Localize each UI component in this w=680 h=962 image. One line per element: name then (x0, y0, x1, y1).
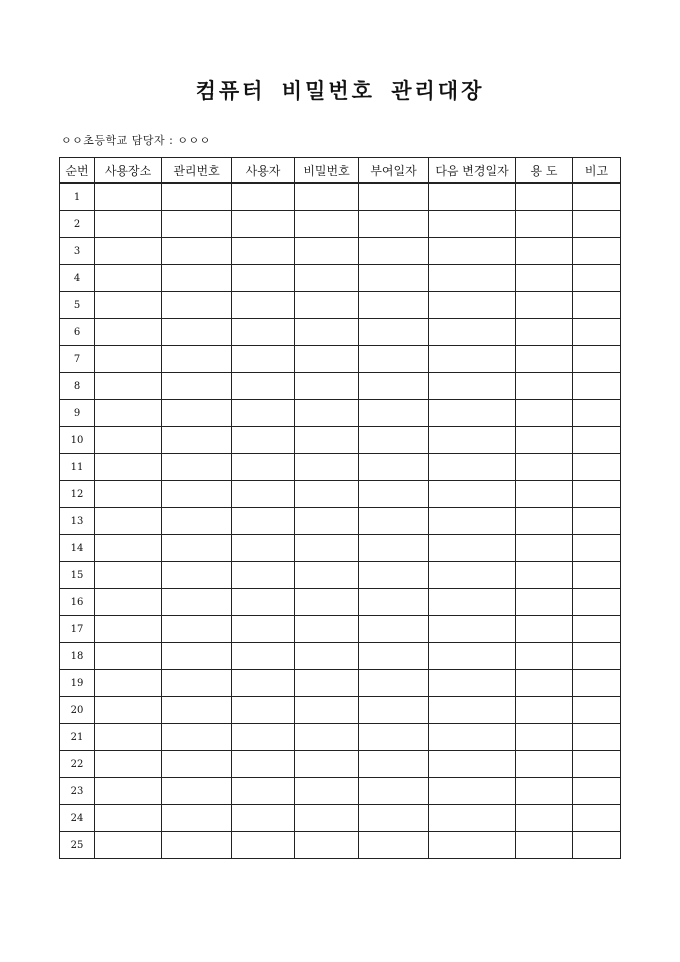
remarks-cell[interactable] (573, 427, 621, 454)
purpose-cell[interactable] (516, 751, 573, 778)
user-cell[interactable] (232, 643, 295, 670)
mgmt-no-cell[interactable] (162, 535, 232, 562)
user-cell[interactable] (232, 724, 295, 751)
table-row (60, 427, 621, 454)
password-cell[interactable] (295, 589, 359, 616)
row-number: 15 (60, 562, 95, 589)
remarks-cell[interactable] (573, 373, 621, 400)
location-cell[interactable] (95, 751, 162, 778)
password-cell[interactable] (295, 751, 359, 778)
mgmt-no-cell[interactable] (162, 319, 232, 346)
table-row (60, 616, 621, 643)
password-cell[interactable] (295, 778, 359, 805)
mgmt-no-cell[interactable] (162, 697, 232, 724)
mgmt-no-cell[interactable] (162, 238, 232, 265)
mgmt-no-cell[interactable] (162, 211, 232, 238)
user-cell[interactable] (232, 427, 295, 454)
next-change-date-cell[interactable] (429, 319, 516, 346)
next-change-date-cell[interactable] (429, 481, 516, 508)
remarks-cell[interactable] (573, 751, 621, 778)
row-number: 13 (60, 508, 95, 535)
next-change-date-cell[interactable] (429, 751, 516, 778)
header-row (60, 158, 621, 184)
location-cell[interactable] (95, 346, 162, 373)
password-cell[interactable] (295, 724, 359, 751)
location-cell[interactable] (95, 589, 162, 616)
issue-date-cell[interactable] (359, 427, 429, 454)
password-cell[interactable] (295, 535, 359, 562)
purpose-cell[interactable] (516, 211, 573, 238)
mgmt-no-cell[interactable] (162, 508, 232, 535)
user-cell[interactable] (232, 400, 295, 427)
row-number: 16 (60, 589, 95, 616)
table-row (60, 481, 621, 508)
row-number: 6 (60, 319, 95, 346)
mgmt-no-cell[interactable] (162, 481, 232, 508)
remarks-cell[interactable] (573, 778, 621, 805)
password-cell[interactable] (295, 373, 359, 400)
purpose-cell[interactable] (516, 643, 573, 670)
next-change-date-cell[interactable] (429, 346, 516, 373)
next-change-date-cell[interactable] (429, 832, 516, 859)
password-cell[interactable] (295, 832, 359, 859)
password-cell[interactable] (295, 211, 359, 238)
mgmt-no-cell[interactable] (162, 805, 232, 832)
purpose-cell[interactable] (516, 589, 573, 616)
user-cell[interactable] (232, 508, 295, 535)
remarks-cell[interactable] (573, 832, 621, 859)
table-row (60, 454, 621, 481)
mgmt-no-cell[interactable] (162, 400, 232, 427)
mgmt-no-cell[interactable] (162, 346, 232, 373)
location-cell[interactable] (95, 778, 162, 805)
issue-date-cell[interactable] (359, 724, 429, 751)
purpose-cell[interactable] (516, 508, 573, 535)
remarks-cell[interactable] (573, 481, 621, 508)
issue-date-cell[interactable] (359, 616, 429, 643)
purpose-cell[interactable] (516, 373, 573, 400)
user-cell[interactable] (232, 183, 295, 211)
next-change-date-cell[interactable] (429, 400, 516, 427)
row-number: 20 (60, 697, 95, 724)
next-change-date-cell[interactable] (429, 535, 516, 562)
row-number: 19 (60, 670, 95, 697)
next-change-date-cell[interactable] (429, 778, 516, 805)
issue-date-cell[interactable] (359, 346, 429, 373)
purpose-cell[interactable] (516, 616, 573, 643)
issue-date-cell[interactable] (359, 508, 429, 535)
table-row (60, 238, 621, 265)
remarks-cell[interactable] (573, 265, 621, 292)
location-cell[interactable] (95, 400, 162, 427)
next-change-date-cell[interactable] (429, 724, 516, 751)
remarks-cell[interactable] (573, 670, 621, 697)
table-row (60, 805, 621, 832)
purpose-cell[interactable] (516, 238, 573, 265)
mgmt-no-cell[interactable] (162, 292, 232, 319)
table-row (60, 751, 621, 778)
table-row (60, 319, 621, 346)
col-header-user: 사용자 (232, 158, 295, 184)
password-cell[interactable] (295, 670, 359, 697)
user-cell[interactable] (232, 832, 295, 859)
user-cell[interactable] (232, 778, 295, 805)
location-cell[interactable] (95, 238, 162, 265)
mgmt-no-cell[interactable] (162, 454, 232, 481)
issue-date-cell[interactable] (359, 238, 429, 265)
purpose-cell[interactable] (516, 400, 573, 427)
issue-date-cell[interactable] (359, 319, 429, 346)
purpose-cell[interactable] (516, 805, 573, 832)
col-header-purpose: 용 도 (516, 158, 573, 184)
purpose-cell[interactable] (516, 535, 573, 562)
issue-date-cell[interactable] (359, 751, 429, 778)
password-cell[interactable] (295, 481, 359, 508)
row-number: 21 (60, 724, 95, 751)
table-row (60, 373, 621, 400)
remarks-cell[interactable] (573, 589, 621, 616)
password-cell[interactable] (295, 427, 359, 454)
next-change-date-cell[interactable] (429, 697, 516, 724)
issue-date-cell[interactable] (359, 670, 429, 697)
col-header-mgmt-no: 관리번호 (162, 158, 232, 184)
password-ledger-table (59, 157, 621, 859)
row-number: 25 (60, 832, 95, 859)
user-cell[interactable] (232, 265, 295, 292)
remarks-cell[interactable] (573, 454, 621, 481)
location-cell[interactable] (95, 265, 162, 292)
location-cell[interactable] (95, 373, 162, 400)
table-row (60, 670, 621, 697)
purpose-cell[interactable] (516, 292, 573, 319)
password-cell[interactable] (295, 346, 359, 373)
location-cell[interactable] (95, 427, 162, 454)
mgmt-no-cell[interactable] (162, 778, 232, 805)
table-row (60, 535, 621, 562)
purpose-cell[interactable] (516, 697, 573, 724)
table-row (60, 211, 621, 238)
table-row (60, 346, 621, 373)
issue-date-cell[interactable] (359, 832, 429, 859)
issue-date-cell[interactable] (359, 643, 429, 670)
location-cell[interactable] (95, 670, 162, 697)
col-header-issue-date: 부여일자 (359, 158, 429, 184)
mgmt-no-cell[interactable] (162, 616, 232, 643)
location-cell[interactable] (95, 562, 162, 589)
remarks-cell[interactable] (573, 292, 621, 319)
table-row (60, 697, 621, 724)
password-cell[interactable] (295, 292, 359, 319)
next-change-date-cell[interactable] (429, 562, 516, 589)
user-cell[interactable] (232, 697, 295, 724)
location-cell[interactable] (95, 319, 162, 346)
issue-date-cell[interactable] (359, 697, 429, 724)
next-change-date-cell[interactable] (429, 589, 516, 616)
table-row (60, 265, 621, 292)
user-cell[interactable] (232, 292, 295, 319)
mgmt-no-cell[interactable] (162, 373, 232, 400)
password-cell[interactable] (295, 805, 359, 832)
location-cell[interactable] (95, 724, 162, 751)
purpose-cell[interactable] (516, 481, 573, 508)
location-cell[interactable] (95, 697, 162, 724)
table-header (60, 158, 621, 184)
next-change-date-cell[interactable] (429, 454, 516, 481)
row-number: 7 (60, 346, 95, 373)
col-header-no: 순번 (60, 158, 95, 184)
user-cell[interactable] (232, 616, 295, 643)
row-number: 5 (60, 292, 95, 319)
user-cell[interactable] (232, 373, 295, 400)
password-cell[interactable] (295, 265, 359, 292)
next-change-date-cell[interactable] (429, 643, 516, 670)
location-cell[interactable] (95, 183, 162, 211)
purpose-cell[interactable] (516, 454, 573, 481)
issue-date-cell[interactable] (359, 292, 429, 319)
row-number: 9 (60, 400, 95, 427)
user-cell[interactable] (232, 211, 295, 238)
password-cell[interactable] (295, 508, 359, 535)
remarks-cell[interactable] (573, 346, 621, 373)
mgmt-no-cell[interactable] (162, 183, 232, 211)
issue-date-cell[interactable] (359, 481, 429, 508)
table-row (60, 562, 621, 589)
remarks-cell[interactable] (573, 724, 621, 751)
issue-date-cell[interactable] (359, 373, 429, 400)
col-header-next-change-date: 다음 변경일자 (429, 158, 516, 184)
user-cell[interactable] (232, 562, 295, 589)
next-change-date-cell[interactable] (429, 238, 516, 265)
password-cell[interactable] (295, 562, 359, 589)
purpose-cell[interactable] (516, 832, 573, 859)
location-cell[interactable] (95, 292, 162, 319)
remarks-cell[interactable] (573, 400, 621, 427)
mgmt-no-cell[interactable] (162, 832, 232, 859)
mgmt-no-cell[interactable] (162, 589, 232, 616)
mgmt-no-cell[interactable] (162, 670, 232, 697)
location-cell[interactable] (95, 535, 162, 562)
remarks-cell[interactable] (573, 211, 621, 238)
password-cell[interactable] (295, 643, 359, 670)
row-number: 23 (60, 778, 95, 805)
row-number: 2 (60, 211, 95, 238)
next-change-date-cell[interactable] (429, 427, 516, 454)
purpose-cell[interactable] (516, 427, 573, 454)
table-row (60, 778, 621, 805)
issue-date-cell[interactable] (359, 183, 429, 211)
location-cell[interactable] (95, 481, 162, 508)
row-number: 17 (60, 616, 95, 643)
row-number: 1 (60, 183, 95, 211)
location-cell[interactable] (95, 616, 162, 643)
row-number: 24 (60, 805, 95, 832)
row-number: 22 (60, 751, 95, 778)
col-header-remarks: 비고 (573, 158, 621, 184)
location-cell[interactable] (95, 832, 162, 859)
row-number: 14 (60, 535, 95, 562)
school-manager-line: ㅇㅇ초등학교 담당자 : ㅇㅇㅇ (61, 134, 211, 147)
remarks-cell[interactable] (573, 697, 621, 724)
location-cell[interactable] (95, 211, 162, 238)
row-number: 8 (60, 373, 95, 400)
issue-date-cell[interactable] (359, 400, 429, 427)
location-cell[interactable] (95, 454, 162, 481)
table-row (60, 183, 621, 211)
purpose-cell[interactable] (516, 265, 573, 292)
next-change-date-cell[interactable] (429, 373, 516, 400)
mgmt-no-cell[interactable] (162, 265, 232, 292)
password-cell[interactable] (295, 238, 359, 265)
col-header-password: 비밀번호 (295, 158, 359, 184)
row-number: 4 (60, 265, 95, 292)
remarks-cell[interactable] (573, 643, 621, 670)
next-change-date-cell[interactable] (429, 211, 516, 238)
col-header-location: 사용장소 (95, 158, 162, 184)
user-cell[interactable] (232, 238, 295, 265)
remarks-cell[interactable] (573, 535, 621, 562)
next-change-date-cell[interactable] (429, 183, 516, 211)
next-change-date-cell[interactable] (429, 670, 516, 697)
table-row (60, 508, 621, 535)
table-row (60, 724, 621, 751)
user-cell[interactable] (232, 751, 295, 778)
user-cell[interactable] (232, 319, 295, 346)
location-cell[interactable] (95, 805, 162, 832)
mgmt-no-cell[interactable] (162, 427, 232, 454)
next-change-date-cell[interactable] (429, 805, 516, 832)
password-cell[interactable] (295, 454, 359, 481)
user-cell[interactable] (232, 535, 295, 562)
mgmt-no-cell[interactable] (162, 751, 232, 778)
next-change-date-cell[interactable] (429, 292, 516, 319)
table-row (60, 589, 621, 616)
password-cell[interactable] (295, 697, 359, 724)
row-number: 10 (60, 427, 95, 454)
password-cell[interactable] (295, 616, 359, 643)
row-number: 11 (60, 454, 95, 481)
issue-date-cell[interactable] (359, 562, 429, 589)
table-row (60, 643, 621, 670)
remarks-cell[interactable] (573, 616, 621, 643)
table-row (60, 400, 621, 427)
location-cell[interactable] (95, 643, 162, 670)
table-row (60, 832, 621, 859)
remarks-cell[interactable] (573, 183, 621, 211)
table-body (60, 183, 621, 859)
user-cell[interactable] (232, 454, 295, 481)
password-cell[interactable] (295, 319, 359, 346)
user-cell[interactable] (232, 589, 295, 616)
issue-date-cell[interactable] (359, 805, 429, 832)
purpose-cell[interactable] (516, 319, 573, 346)
next-change-date-cell[interactable] (429, 616, 516, 643)
row-number: 3 (60, 238, 95, 265)
mgmt-no-cell[interactable] (162, 724, 232, 751)
purpose-cell[interactable] (516, 183, 573, 211)
remarks-cell[interactable] (573, 238, 621, 265)
user-cell[interactable] (232, 805, 295, 832)
remarks-cell[interactable] (573, 805, 621, 832)
issue-date-cell[interactable] (359, 211, 429, 238)
issue-date-cell[interactable] (359, 454, 429, 481)
remarks-cell[interactable] (573, 562, 621, 589)
purpose-cell[interactable] (516, 562, 573, 589)
user-cell[interactable] (232, 670, 295, 697)
issue-date-cell[interactable] (359, 265, 429, 292)
purpose-cell[interactable] (516, 724, 573, 751)
purpose-cell[interactable] (516, 346, 573, 373)
issue-date-cell[interactable] (359, 535, 429, 562)
row-number: 18 (60, 643, 95, 670)
remarks-cell[interactable] (573, 508, 621, 535)
purpose-cell[interactable] (516, 670, 573, 697)
password-cell[interactable] (295, 400, 359, 427)
next-change-date-cell[interactable] (429, 508, 516, 535)
location-cell[interactable] (95, 508, 162, 535)
row-number: 12 (60, 481, 95, 508)
user-cell[interactable] (232, 481, 295, 508)
issue-date-cell[interactable] (359, 589, 429, 616)
password-cell[interactable] (295, 183, 359, 211)
user-cell[interactable] (232, 346, 295, 373)
table-row (60, 292, 621, 319)
mgmt-no-cell[interactable] (162, 562, 232, 589)
page-title: 컴퓨터 비밀번호 관리대장 (195, 78, 485, 103)
next-change-date-cell[interactable] (429, 265, 516, 292)
purpose-cell[interactable] (516, 778, 573, 805)
remarks-cell[interactable] (573, 319, 621, 346)
mgmt-no-cell[interactable] (162, 643, 232, 670)
issue-date-cell[interactable] (359, 778, 429, 805)
